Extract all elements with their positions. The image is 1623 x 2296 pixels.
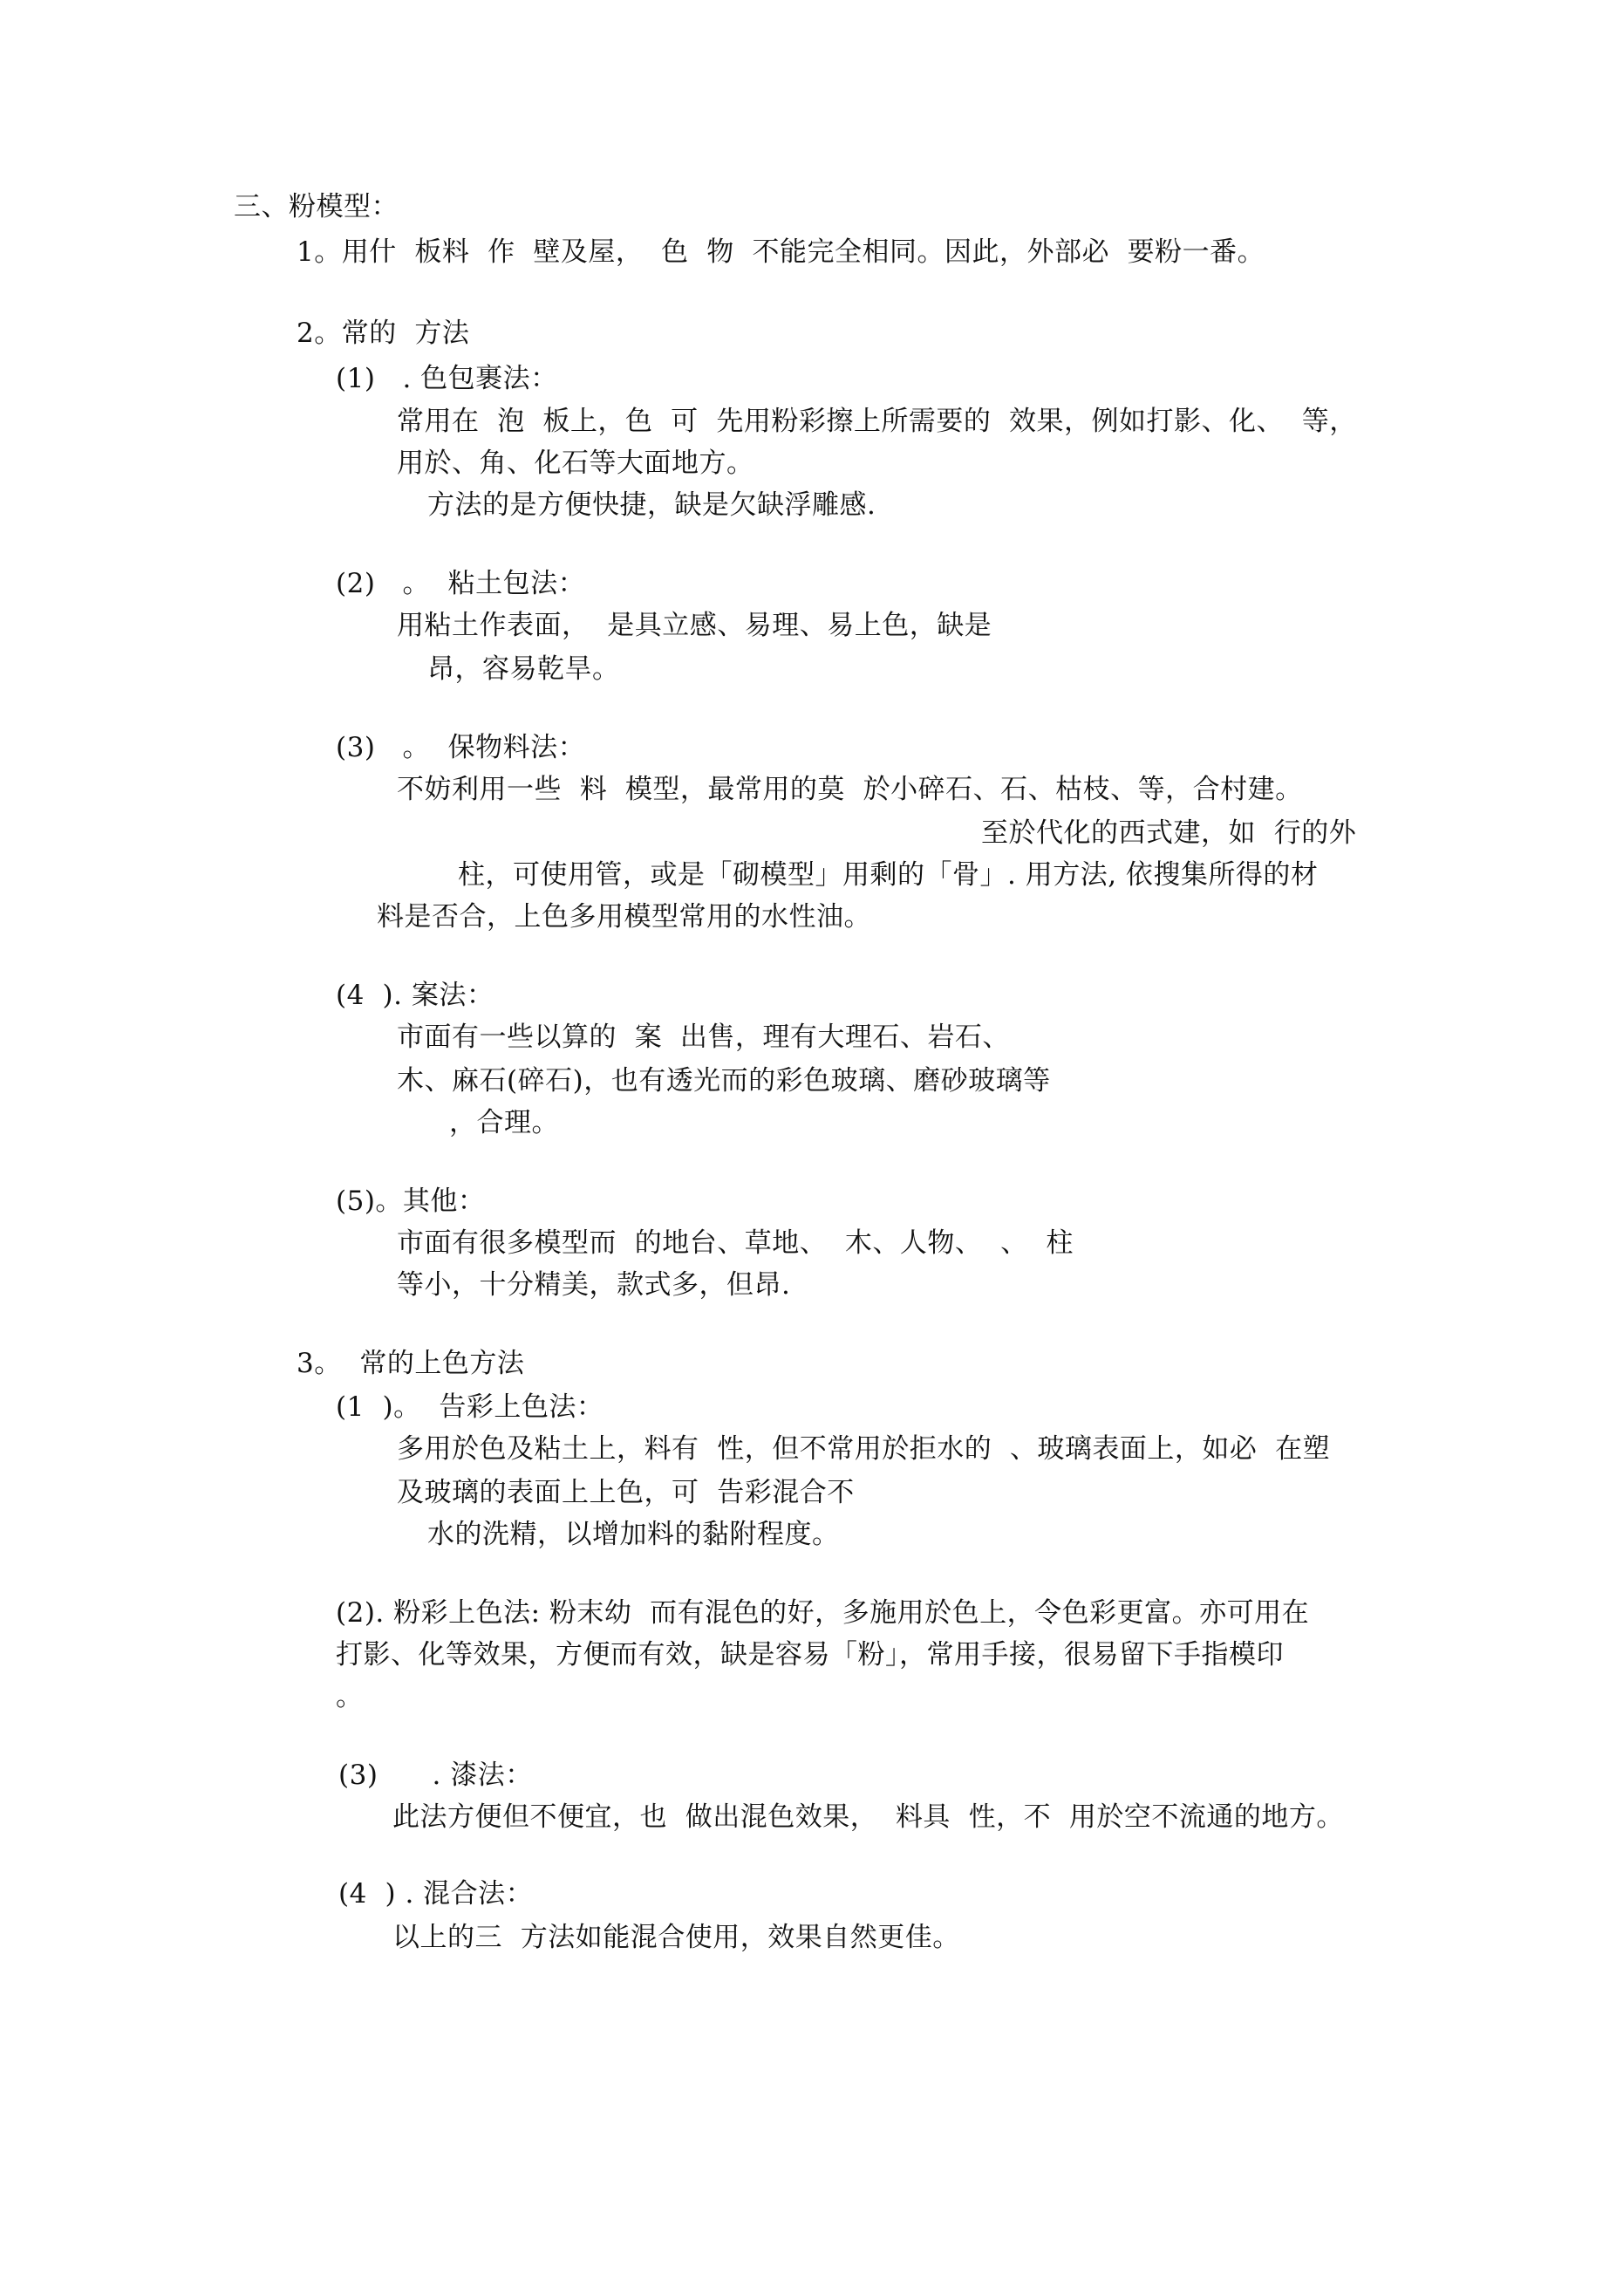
item-2-sub-4-line-2: 木、麻石(碎石)，也有透光而的彩色玻璃、磨砂玻璃等 — [397, 1065, 1051, 1097]
item-3-sub-4-line-1: 以上的三 方法如能混合使用，效果自然更佳。 — [392, 1922, 960, 1953]
item-2-sub-4-line-3: ，合理。 — [449, 1107, 559, 1138]
item-2-heading: 2。常的 方法 — [297, 318, 470, 349]
item-2-sub-5-line-1: 市面有很多模型而 的地台、草地、 木、人物、 、 柱 — [397, 1227, 1074, 1259]
item-2-sub-2-label: (2) 。 粘土包法： — [336, 568, 586, 599]
item-3-sub-2-line-2: 打影、化等效果，方便而有效，缺是容易「粉」，常用手接，很易留下手指模印 — [336, 1639, 1284, 1671]
item-3-sub-3-label: (3) . 漆法： — [338, 1760, 533, 1791]
item-3-sub-3-line-1: 此法方便但不便宜，也 做出混色效果， 料具 性，不 用於空不流通的地方。 — [392, 1801, 1344, 1833]
item-2-sub-3-label: (3) 。 保物料法： — [336, 732, 586, 763]
item-2-sub-1-label: (1) . 色包裹法： — [336, 363, 558, 394]
item-2-sub-1-line-1: 常用在 泡 板上，色 可 先用粉彩擦上所需要的 效果，例如打影、化、 等， — [397, 406, 1357, 437]
item-2-sub-1-line-2: 用於、角、化石等大面地方。 — [397, 448, 754, 479]
item-2-sub-3-line-3: 柱，可使用管，或是「砌模型」用剩的「骨」. 用方法, 依搜集所得的材 — [458, 859, 1319, 891]
item-2-sub-3-line-2: 至於代化的西式建，如 行的外 — [981, 817, 1357, 849]
item-3-sub-2-line-3: 。 — [336, 1681, 364, 1712]
item-1-text: 1。用什 板料 作 壁及屋， 色 物 不能完全相同。因此，外部必 要粉一番。 — [297, 236, 1265, 268]
item-3-sub-1-line-3: 水的洗精，以增加料的黏附程度。 — [427, 1519, 840, 1550]
item-3-sub-4-label: (4 ) . 混合法： — [338, 1878, 534, 1910]
item-3-sub-1-line-1: 多用於色及粘土上，料有 性，但不常用於拒水的 、玻璃表面上，如必 在塑 — [397, 1433, 1331, 1465]
item-2-sub-5-label: (5)。其他： — [336, 1186, 486, 1217]
item-2-sub-4-line-1: 市面有一些以算的 案 出售，理有大理石、岩石、 — [397, 1022, 1010, 1053]
item-2-sub-2-line-1: 用粘土作表面， 是具立感、易理、易上色，缺是 — [397, 610, 992, 641]
item-2-sub-3-line-4: 料是否合，上色多用模型常用的水性油。 — [377, 901, 871, 933]
item-3-heading: 3。 常的上色方法 — [297, 1348, 525, 1379]
item-2-sub-4-label: (4 ). 案法： — [336, 980, 494, 1011]
item-2-sub-2-line-2: 昂，容易乾旱。 — [427, 653, 620, 685]
item-3-sub-1-label: (1 )。 告彩上色法： — [336, 1391, 604, 1423]
item-3-sub-2-line-1: (2). 粉彩上色法: 粉末幼 而有混色的好，多施用於色上，令色彩更富。亦可用在 — [336, 1597, 1310, 1629]
item-3-sub-1-line-2: 及玻璃的表面上上色，可 告彩混合不 — [397, 1477, 855, 1508]
item-2-sub-3-line-1: 不妨利用一些 料 模型，最常用的莫 於小碎石、石、枯枝、等，合村建。 — [397, 774, 1303, 805]
item-2-sub-5-line-2: 等小，十分精美，款式多，但昂. — [397, 1269, 791, 1301]
section-title: 三、粉模型： — [234, 191, 399, 222]
item-2-sub-1-line-3: 方法的是方便快捷，缺是欠缺浮雕感. — [427, 489, 876, 521]
